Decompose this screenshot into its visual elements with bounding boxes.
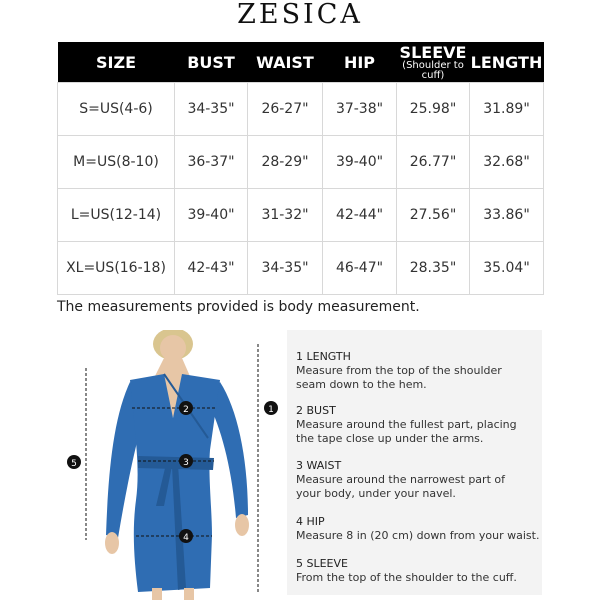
svg-text:3: 3 <box>183 458 189 468</box>
length-cell: 35.04" <box>470 242 544 295</box>
header-bust: BUST <box>175 42 248 83</box>
size-cell: L=US(12-14) <box>58 189 175 242</box>
guide-text: Measure around the narrowest part of <box>296 473 505 486</box>
model-figure <box>60 330 285 600</box>
marker-bust <box>179 401 193 415</box>
guide-text: your body, under your navel. <box>296 487 456 500</box>
svg-text:1: 1 <box>268 405 274 415</box>
hip-cell: 37-38" <box>323 83 397 136</box>
hip-cell: 46-47" <box>323 242 397 295</box>
header-sleeve-sub: (Shoulder to cuff) <box>402 59 464 81</box>
measurement-guide-panel <box>287 330 542 595</box>
size-cell: XL=US(16-18) <box>58 242 175 295</box>
sleeve-cell: 25.98" <box>397 83 470 136</box>
marker-waist <box>179 454 193 468</box>
waist-cell: 28-29" <box>248 136 323 189</box>
guide-item-length <box>296 350 502 392</box>
bust-cell: 39-40" <box>175 189 248 242</box>
waist-cell: 34-35" <box>248 242 323 295</box>
guide-text: the tape close up under the arms. <box>296 432 484 445</box>
table-row <box>58 136 544 189</box>
svg-text:2: 2 <box>183 405 189 415</box>
length-cell: 31.89" <box>470 83 544 136</box>
guide-heading: 3 WAIST <box>296 459 342 472</box>
guide-item-hip <box>296 515 539 543</box>
marker-length <box>264 401 278 415</box>
svg-text:4: 4 <box>183 533 189 543</box>
waist-cell: 26-27" <box>248 83 323 136</box>
hip-cell: 39-40" <box>323 136 397 189</box>
guide-item-bust <box>296 404 517 446</box>
guide-item-waist <box>296 459 505 501</box>
guide-item-sleeve <box>296 557 517 585</box>
left-leg <box>152 588 162 600</box>
brand-logo: ZESICA <box>237 0 363 30</box>
marker-sleeve <box>67 455 81 469</box>
right-hand <box>235 514 249 536</box>
header-sleeve: SLEEVE (Shoulder to cuff) <box>397 42 470 83</box>
guide-heading: 5 SLEEVE <box>296 557 348 570</box>
table-row <box>58 242 544 295</box>
size-cell: S=US(4-6) <box>58 83 175 136</box>
table-row <box>58 83 544 136</box>
size-cell: M=US(8-10) <box>58 136 175 189</box>
header-length: LENGTH <box>470 42 544 83</box>
hip-cell: 42-44" <box>323 189 397 242</box>
right-leg <box>184 588 194 600</box>
guide-text: From the top of the shoulder to the cuff. <box>296 571 517 584</box>
guide-text: Measure from the top of the shoulder <box>296 364 502 377</box>
table-header-row <box>58 42 544 83</box>
guide-text: seam down to the hem. <box>296 378 427 391</box>
waist-cell: 31-32" <box>248 189 323 242</box>
marker-hip <box>179 529 193 543</box>
face <box>160 335 186 361</box>
guide-heading: 1 LENGTH <box>296 350 351 363</box>
bust-cell: 42-43" <box>175 242 248 295</box>
header-hip: HIP <box>323 42 397 83</box>
size-chart-table <box>57 42 544 295</box>
sleeve-cell: 27.56" <box>397 189 470 242</box>
measurement-note: The measurements provided is body measurement. <box>57 299 420 315</box>
guide-text: Measure 8 in (20 cm) down from your waist. <box>296 529 540 542</box>
header-size: SIZE <box>58 42 175 83</box>
guide-text: Measure around the fullest part, placing <box>296 418 517 431</box>
sleeve-cell: 26.77" <box>397 136 470 189</box>
sleeve-cell: 28.35" <box>397 242 470 295</box>
guide-heading: 2 BUST <box>296 404 336 417</box>
dress-illustration <box>60 330 285 600</box>
bust-cell: 34-35" <box>175 83 248 136</box>
svg-text:5: 5 <box>71 459 77 469</box>
length-cell: 32.68" <box>470 136 544 189</box>
header-waist: WAIST <box>248 42 323 83</box>
bust-cell: 36-37" <box>175 136 248 189</box>
table-row <box>58 189 544 242</box>
left-hand <box>105 532 119 554</box>
length-cell: 33.86" <box>470 189 544 242</box>
guide-heading: 4 HIP <box>296 515 325 528</box>
